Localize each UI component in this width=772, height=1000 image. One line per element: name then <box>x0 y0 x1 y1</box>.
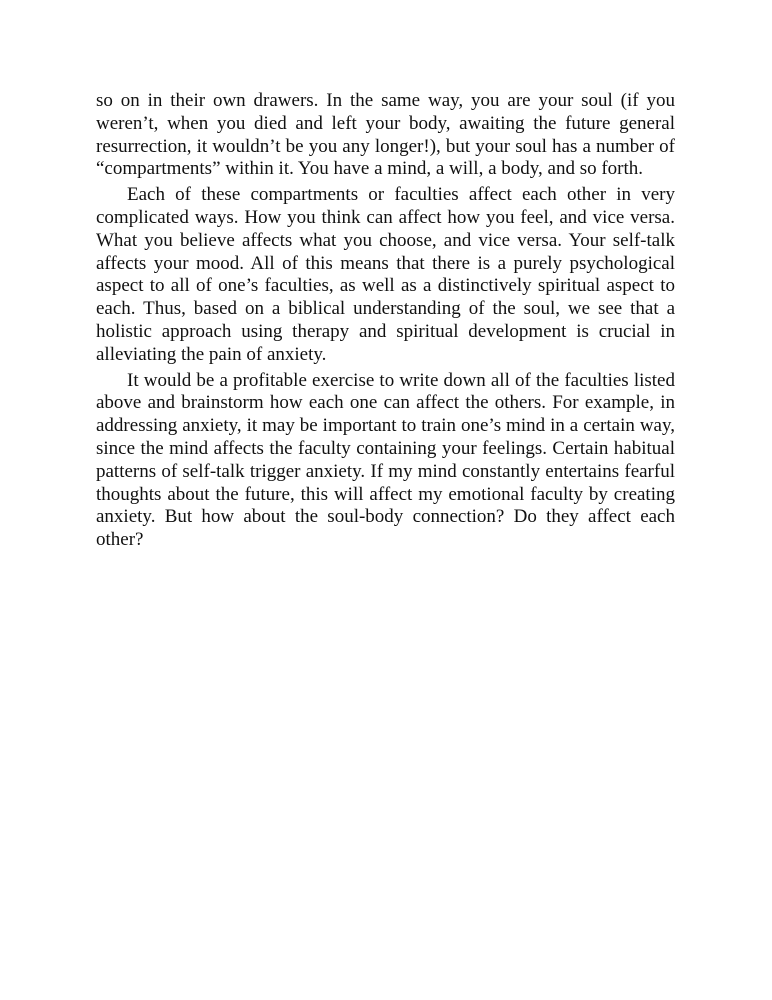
paragraph-exercise: It would be a profitable exercise to write down all of the faculties listed above and brainstorm how each one can affect the others. For example, in addressing anxiety, it may be important to train one’s mind in a certain way, since the mind affects the faculty containing your feelings. Certain habitual patterns of self-talk trigger anxiety. If my mind constantly entertains fearful thoughts about the future, this will affect my emotional faculty by creating anxiety. But how about the soul-body connection? Do they affect each other? <box>96 369 675 551</box>
paragraph-continued: so on in their own drawers. In the same way, you are your soul (if you weren’t, when you died and left your body, awaiting the future general resurrection, it wouldn’t be you any longer!), but your soul has a number of “compartments” within it. You have a mind, a will, a body, and so forth. <box>96 90 675 180</box>
body-text <box>96 90 675 555</box>
paragraph-faculties: Each of these compartments or faculties affect each other in very complicated ways. How you think can affect how you feel, and vice versa. What you believe affects what you choose, and vice versa. Your self-talk affects your mood. All of this means that there is a purely psychological aspect to all of one’s faculties, as well as a distinctively spiritual aspect to each. Thus, based on a biblical understanding of the soul, we see that a holistic approach using therapy and spiritual development is crucial in alleviating the pain of anxiety. <box>96 184 675 365</box>
